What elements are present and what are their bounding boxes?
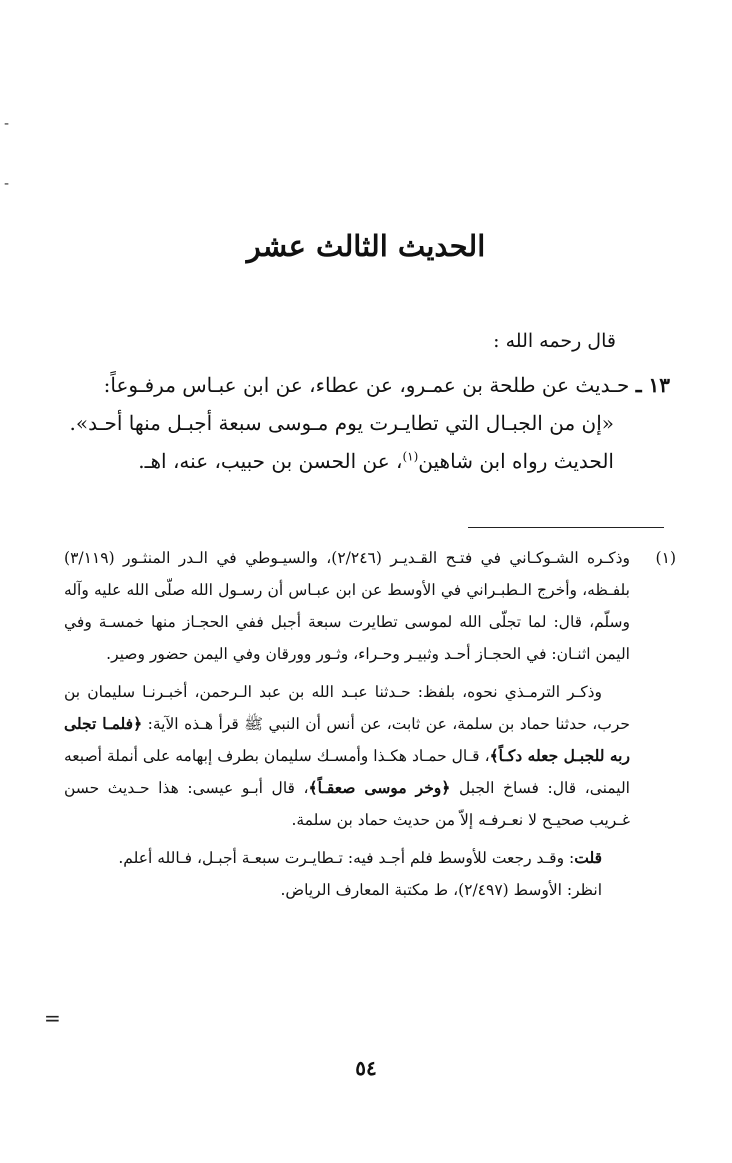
- margin-dash-mark: -: [4, 116, 10, 132]
- margin-dash-mark: -: [4, 176, 10, 192]
- hadith-text-line-1: حـديث عن طلحة بن عمـرو، عن عطاء، عن ابن عبـاس مرفـوعاً:: [103, 373, 630, 397]
- footnote-paragraph-2: [64, 676, 676, 836]
- footnote-reference[interactable]: (١): [402, 449, 419, 464]
- footnote-paragraph-4: [64, 874, 676, 906]
- footnote-paragraph-1: [64, 542, 676, 670]
- footnote-text: وذكـره الشـوكـاني في فتـح القـديـر (٢/٢٤٦)، والسيـوطي في الـدر المنثـور (٣/١١٩) بلفـظه، وأخرج الـطبـراني في الأوسط عن ابن عبـاس أن رسـول الله صلّى الله عليه وآله وسلّم، قال: لما تجلّى الله لموسى تطايرت سبعة أجبل ففي الحجـاز منها خمسـة وفي اليمن اثنـان: في الحجـاز أحـد وثبيـر وحـراء، وثـور وورقان وفي اليمن حضور وصير.: [64, 549, 630, 663]
- hadith-source-text: الحديث رواه ابن شاهين: [418, 449, 614, 473]
- footnote-text: ، قال أبـو عيسى: هذا حـديث حسن غـريب صحيـح لا نعـرفـه إلاّ من حديث حماد بن سلمة.: [64, 779, 630, 829]
- hadith-first-line: [70, 366, 670, 404]
- hadith-text-line-3: [70, 442, 670, 480]
- hadith-source-continuation: ، عن الحسن بن حبيب، عنه، اهـ.: [138, 449, 403, 473]
- intro-line: قال رحمه الله :: [493, 330, 616, 352]
- page-number: ٥٤: [355, 1056, 377, 1080]
- footnotes-section: [64, 542, 676, 906]
- hadith-text-line-2: «إن من الجبـال التي تطايـرت يوم مـوسى سبعة أجبـل منها أحـد».: [69, 411, 614, 435]
- note-label: قلت: [574, 848, 602, 867]
- footnote-text: : وقـد رجعت للأوسط فلم أجـد فيه: تـطايـرت سبعـة أجبـل، فـالله أعلم.: [118, 849, 575, 867]
- quran-verse: ﴿فلمـا تجلى ربه للجبـل جعله دكـاً﴾: [64, 714, 630, 765]
- footnote-text: ، قـال حمـاد هكـذا وأمسـك سليمان بطرف إبهامه على أنملة أصبعه اليمنى، قال: فساخ الجبل: [64, 747, 630, 797]
- footnote-paragraph-3: [64, 842, 676, 874]
- footnote-separator: [468, 527, 664, 528]
- continuation-mark: =: [44, 1006, 61, 1030]
- footnote-text: وذكـر الترمـذي نحوه، بلفظ: حـدثنا عبـد الله بن عبد الـرحمن، أخبـرنـا سليمان بن حرب، حدثنا حماد بن سلمة، عن ثابت، عن أنس أن النبي ﷺ قرأ هـذه الآية:: [64, 683, 630, 733]
- footnote-marker: (١): [655, 549, 676, 567]
- hadith-block: [70, 366, 670, 480]
- hadith-number: ١٣ ـ: [635, 373, 670, 397]
- chapter-title: الحديث الثالث عشر: [246, 229, 486, 263]
- reference-text: انظر: الأوسط (٢/٤٩٧)، ط مكتبة المعارف الرياض.: [280, 881, 602, 899]
- quran-verse: ﴿وخر موسى صعقـاً﴾: [308, 778, 451, 797]
